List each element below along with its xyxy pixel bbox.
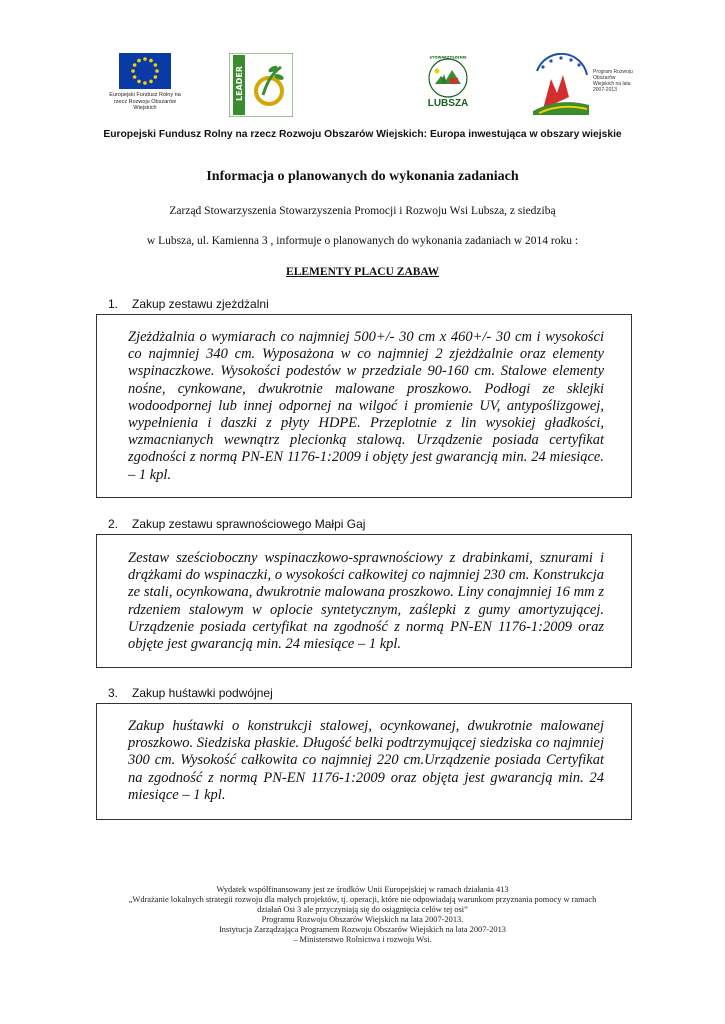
footer-line: „Wdrażanie lokalnych strategii rozwoju dla małych projektów, tj. operacji, które nie odpowiadają warunkom przyznania pomocy w ramach: [128, 895, 597, 904]
section-heading: ELEMENTY PLACU ZABAW: [286, 266, 439, 278]
program-logo-caption: Program Rozwoju Obszarów Wiejskich na lata 2007-2013: [593, 69, 633, 93]
item-number: 3.: [108, 686, 119, 700]
item-number: 2.: [108, 517, 119, 531]
item-description: Zakup huśtawki o konstrukcji stalowej, ocynkowanej, dwukrotnie malowanej proszkowo. Siedziska płaskie. Długość belki podtrzymującej siedziska co najmniej 300 cm. Wysokość całkowita co najmniej 220 cm.Urządzenie posiada Certyfikat na zgodność z normą PN-EN 1176-1:2009 oraz objęta jest gwarancją min. 24 miesiące – 1 kpl.: [128, 718, 604, 803]
item-title: Zakup zestawu zjeżdżalni: [132, 297, 269, 311]
program-logo: [529, 53, 633, 117]
item-number: 1.: [108, 297, 119, 311]
intro-line-1: Zarząd Stowarzyszenia Stowarzyszenia Promocji i Rozwoju Wsi Lubsza, z siedzibą: [169, 205, 556, 217]
footer-line: działań Osi 3 ale przyczyniają się do osiągnięcia celów tej osi”: [257, 905, 468, 914]
item-title: Zakup huśtawki podwójnej: [132, 686, 273, 700]
footer-line: Instytucja Zarządzająca Programem Rozwoju Obszarów Wiejskich na lata 2007-2013: [219, 925, 506, 934]
leader-logo: [229, 53, 293, 117]
footer-line: Programu Rozwoju Obszarów Wiejskich na lata 2007-2013.: [261, 915, 464, 924]
footer-line: Wydatek współfinansowany jest ze środków Unii Europejskiej w ramach działania 413: [216, 885, 509, 894]
lubsza-ring-text: STOWARZYSZENIE: [429, 55, 467, 60]
lubsza-logo-text: LUBSZA: [427, 98, 469, 109]
eu-flag-icon: [119, 53, 171, 89]
item-heading: [108, 517, 365, 531]
item-description: Zjeżdżalnia o wymiarach co najmniej 500+/- 30 cm x 460+/- 30 cm i wysokości co najmniej 340 cm. Wyposażona w co najmniej 2 zjeżdżalnie oraz elementy wspinaczkowe. Wysokości podestów w przedziale 90-160 cm. Stalowe elementy nośne, cynkowane, dwukrotnie malowane proszkowo. Podłogi ze sklejki wodoodpornej lub innej odpornej na wilgoć i promienie UV, antypoślizgowej, wypełnienia i daszki z płyty HDPE. Przeplotnie z lin wysokiej gładkości, wzmacnianych wewnątrz plecionką stalową. Urządzenie posiada certyfikat zgodności z normą PN-EN 1176-1:2009 i objęty jest gwarancją min. 24 miesiące. – 1 kpl.: [128, 329, 604, 483]
item-description: Zestaw sześcioboczny wspinaczkowo-sprawnościowy z drabinkami, sznurami i drążkami do wspinaczki, o wysokości całkowitej co najmniej 230 cm. Konstrukcja ze stali, ocynkowana, dwukrotnie malowana proszkowo. Liny conajmniej 16 mm z rdzeniem stalowym w oplocie syntetycznym, zaślepki z gumy amortyzującej. Urządzenie posiada certyfikat na zgodność z normą PN-EN 1176-1:2009 oraz objęte jest gwarancją min. 24 miesiące – 1 kpl.: [128, 550, 604, 653]
fund-motto: Europejski Fundusz Rolny na rzecz Rozwoju Obszarów Wiejskich: Europa inwestująca w obszary wiejskie: [103, 129, 622, 140]
leader-logo-text: LEADER: [235, 65, 244, 101]
footer-line: – Ministerstwo Rolnictwa i rozwoju Wsi.: [293, 935, 432, 944]
lubsza-association-logo: [417, 54, 479, 112]
page-title: Informacja o planowanych do wykonania zadaniach: [206, 169, 519, 184]
item-title: Zakup zestawu sprawnościowego Małpi Gaj: [132, 517, 366, 531]
eu-fund-logo: [105, 53, 181, 119]
eu-fund-caption: Europejski Fundusz Rolny na rzecz Rozwoju Obszarów Wiejskich: [109, 92, 181, 111]
item-heading: [108, 686, 273, 700]
footer: [60, 885, 665, 945]
intro-line-2: w Lubsza, ul. Kamienna 3 , informuje o planowanych do wykonania zadaniach w 2014 roku :: [146, 235, 579, 247]
item-heading: [108, 297, 269, 311]
